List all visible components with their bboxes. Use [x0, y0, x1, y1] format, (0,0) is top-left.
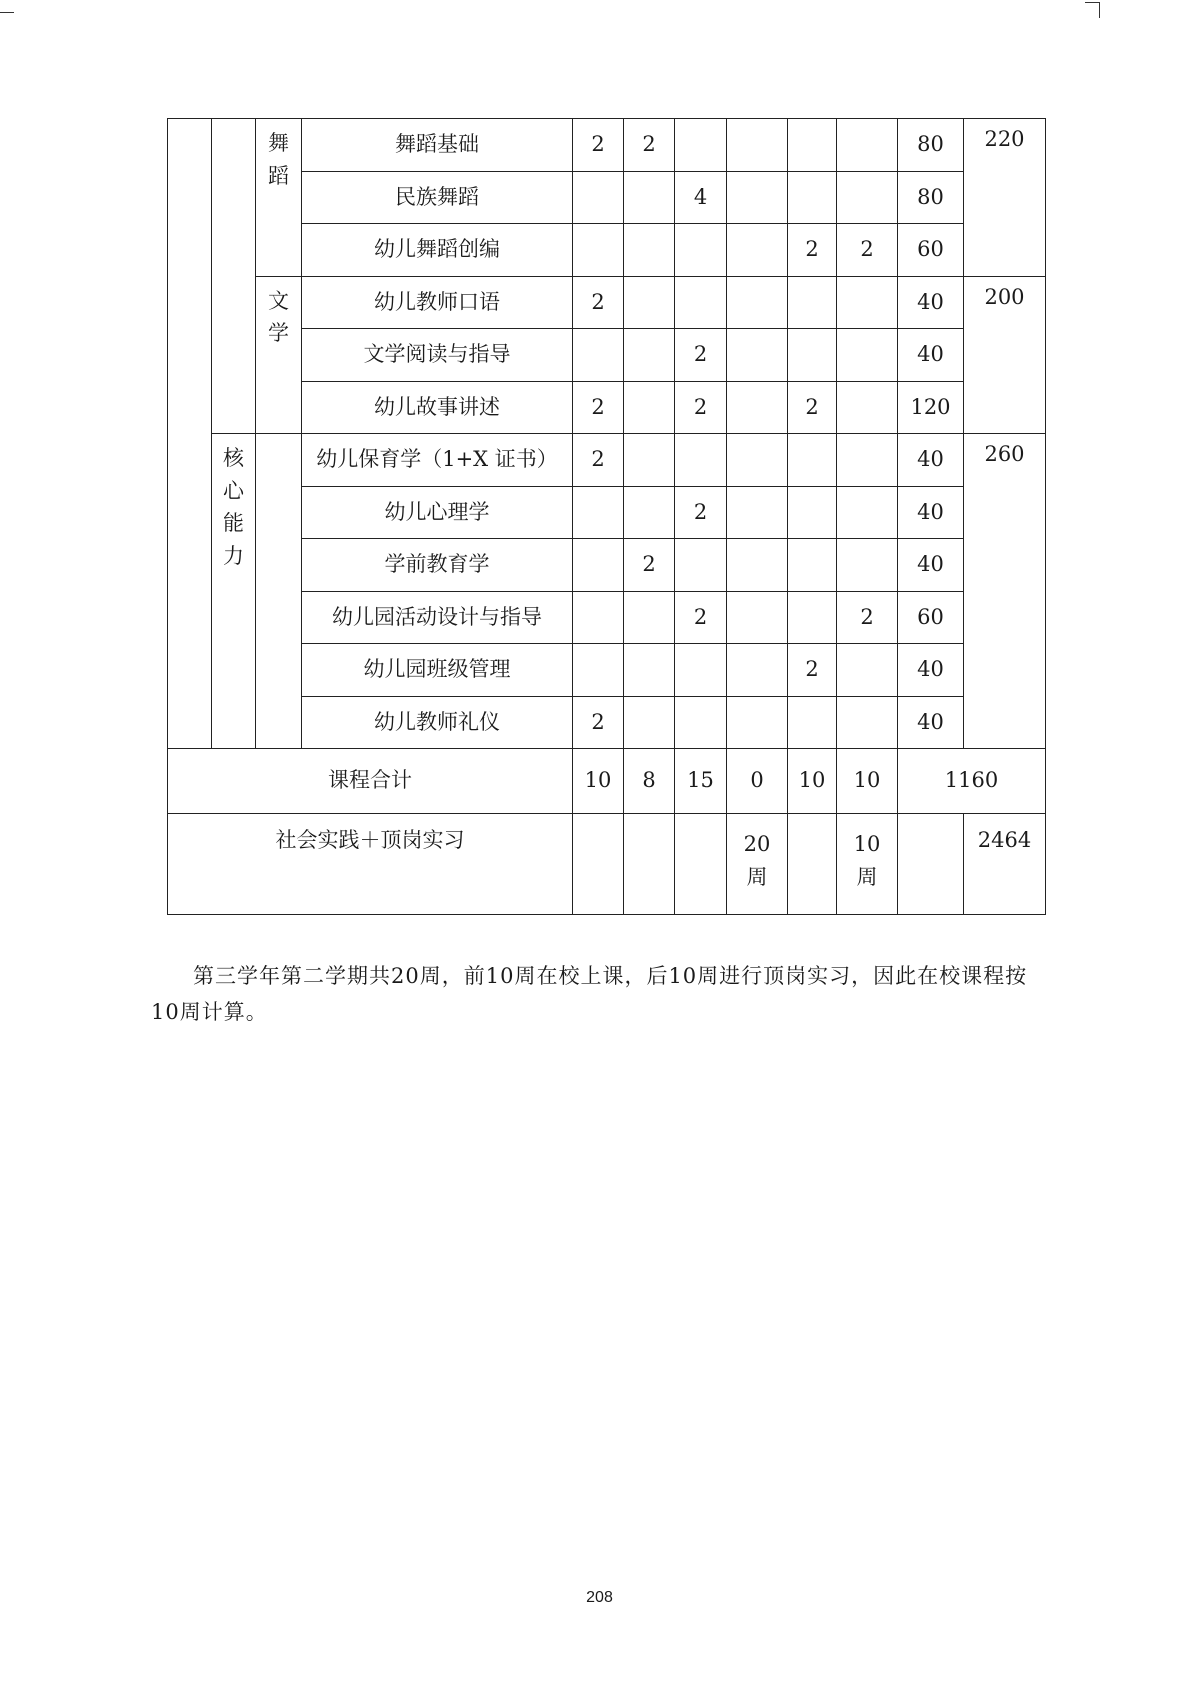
semester-hours	[727, 434, 788, 487]
semester-hours	[788, 696, 837, 749]
semester-hours	[675, 276, 727, 329]
semester-hours	[837, 434, 898, 487]
footnote-paragraph: 第三学年第二学期共20周，前10周在校上课，后10周进行顶岗实习，因此在校课程按10周计算。	[151, 964, 1028, 1024]
course-hours: 40	[898, 486, 964, 539]
practice-semester	[624, 814, 675, 915]
semester-hours	[624, 381, 675, 434]
semester-hours: 2	[573, 696, 624, 749]
course-name: 舞蹈基础	[302, 119, 573, 172]
group-label-dance: 舞蹈	[256, 119, 302, 277]
semester-hours	[727, 644, 788, 697]
course-hours: 60	[898, 591, 964, 644]
practice-row	[168, 814, 1046, 915]
semester-hours	[675, 119, 727, 172]
semester-hours	[675, 644, 727, 697]
course-name: 幼儿舞蹈创编	[302, 224, 573, 277]
semester-hours	[837, 539, 898, 592]
semester-hours	[727, 486, 788, 539]
course-hours: 40	[898, 644, 964, 697]
practice-semester	[788, 814, 837, 915]
semester-hours	[624, 434, 675, 487]
semester-hours	[788, 171, 837, 224]
course-name: 幼儿故事讲述	[302, 381, 573, 434]
total-semester: 10	[573, 749, 624, 814]
practice-sum: 2464	[964, 814, 1046, 915]
crop-mark-left	[0, 12, 14, 13]
semester-hours: 2	[675, 486, 727, 539]
total-label: 课程合计	[168, 749, 573, 814]
course-hours: 40	[898, 434, 964, 487]
course-name: 学前教育学	[302, 539, 573, 592]
course-hours: 80	[898, 119, 964, 172]
course-hours: 40	[898, 696, 964, 749]
page-number: 208	[586, 1589, 613, 1606]
semester-hours	[788, 276, 837, 329]
semester-hours	[837, 381, 898, 434]
course-hours: 120	[898, 381, 964, 434]
semester-hours	[727, 119, 788, 172]
semester-hours	[727, 696, 788, 749]
semester-hours	[573, 644, 624, 697]
course-name: 幼儿保育学（1+X 证书）	[302, 434, 573, 487]
semester-hours	[837, 329, 898, 382]
semester-hours	[788, 434, 837, 487]
semester-hours	[624, 591, 675, 644]
subcategory-cell	[212, 119, 256, 434]
crop-mark-right-v	[1099, 2, 1100, 18]
practice-weeks: 20周	[727, 814, 788, 915]
semester-hours: 2	[573, 276, 624, 329]
semester-hours	[624, 224, 675, 277]
practice-semester	[675, 814, 727, 915]
semester-hours	[624, 644, 675, 697]
semester-hours	[727, 539, 788, 592]
course-hours: 80	[898, 171, 964, 224]
semester-hours: 2	[837, 224, 898, 277]
total-semester: 8	[624, 749, 675, 814]
course-name: 幼儿教师口语	[302, 276, 573, 329]
semester-hours: 2	[573, 434, 624, 487]
practice-semester	[573, 814, 624, 915]
semester-hours	[727, 276, 788, 329]
semester-hours	[573, 171, 624, 224]
semester-hours	[727, 224, 788, 277]
semester-hours	[788, 539, 837, 592]
semester-hours: 2	[624, 119, 675, 172]
group-label-literature: 文学	[256, 276, 302, 434]
course-name: 幼儿教师礼仪	[302, 696, 573, 749]
semester-hours: 2	[675, 381, 727, 434]
course-name: 文学阅读与指导	[302, 329, 573, 382]
semester-hours	[675, 224, 727, 277]
semester-hours	[624, 329, 675, 382]
semester-hours	[727, 591, 788, 644]
semester-hours	[624, 171, 675, 224]
semester-hours	[837, 171, 898, 224]
total-semester: 10	[788, 749, 837, 814]
group-spacer	[256, 434, 302, 749]
semester-hours: 2	[675, 591, 727, 644]
semester-hours	[837, 486, 898, 539]
semester-hours	[675, 696, 727, 749]
crop-mark-right-h	[1085, 2, 1099, 3]
semester-hours	[624, 276, 675, 329]
semester-hours	[573, 486, 624, 539]
semester-hours	[788, 119, 837, 172]
semester-hours	[788, 486, 837, 539]
practice-weeks: 10周	[837, 814, 898, 915]
course-name: 民族舞蹈	[302, 171, 573, 224]
semester-hours	[573, 224, 624, 277]
semester-hours	[573, 539, 624, 592]
semester-hours	[727, 329, 788, 382]
semester-hours: 2	[788, 644, 837, 697]
total-semester: 0	[727, 749, 788, 814]
total-semester: 10	[837, 749, 898, 814]
course-hours: 60	[898, 224, 964, 277]
table-row	[168, 434, 1046, 487]
course-hours: 40	[898, 276, 964, 329]
semester-hours: 2	[573, 381, 624, 434]
semester-hours	[727, 381, 788, 434]
course-name: 幼儿园班级管理	[302, 644, 573, 697]
semester-hours	[727, 171, 788, 224]
semester-hours	[624, 486, 675, 539]
semester-hours: 2	[788, 381, 837, 434]
group-total: 200	[964, 276, 1046, 434]
semester-hours: 2	[573, 119, 624, 172]
course-table	[167, 118, 1046, 915]
semester-hours	[837, 276, 898, 329]
semester-hours	[675, 434, 727, 487]
course-hours: 40	[898, 329, 964, 382]
table-row	[168, 276, 1046, 329]
semester-hours	[573, 329, 624, 382]
semester-hours	[788, 591, 837, 644]
course-hours: 40	[898, 539, 964, 592]
category-cell	[168, 119, 212, 749]
total-semester: 15	[675, 749, 727, 814]
semester-hours	[837, 696, 898, 749]
table-row	[168, 119, 1046, 172]
semester-hours	[624, 696, 675, 749]
group-total: 220	[964, 119, 1046, 277]
semester-hours	[837, 644, 898, 697]
semester-hours: 4	[675, 171, 727, 224]
semester-hours	[573, 591, 624, 644]
course-name: 幼儿心理学	[302, 486, 573, 539]
group-label-core: 核心能力	[212, 434, 256, 749]
total-sum: 1160	[898, 749, 1046, 814]
group-total: 260	[964, 434, 1046, 749]
course-name: 幼儿园活动设计与指导	[302, 591, 573, 644]
total-row	[168, 749, 1046, 814]
semester-hours: 2	[837, 591, 898, 644]
semester-hours: 2	[675, 329, 727, 382]
semester-hours: 2	[788, 224, 837, 277]
semester-hours	[788, 329, 837, 382]
semester-hours	[837, 119, 898, 172]
semester-hours: 2	[624, 539, 675, 592]
semester-hours	[675, 539, 727, 592]
practice-semester	[898, 814, 964, 915]
practice-label: 社会实践＋顶岗实习	[168, 814, 573, 915]
